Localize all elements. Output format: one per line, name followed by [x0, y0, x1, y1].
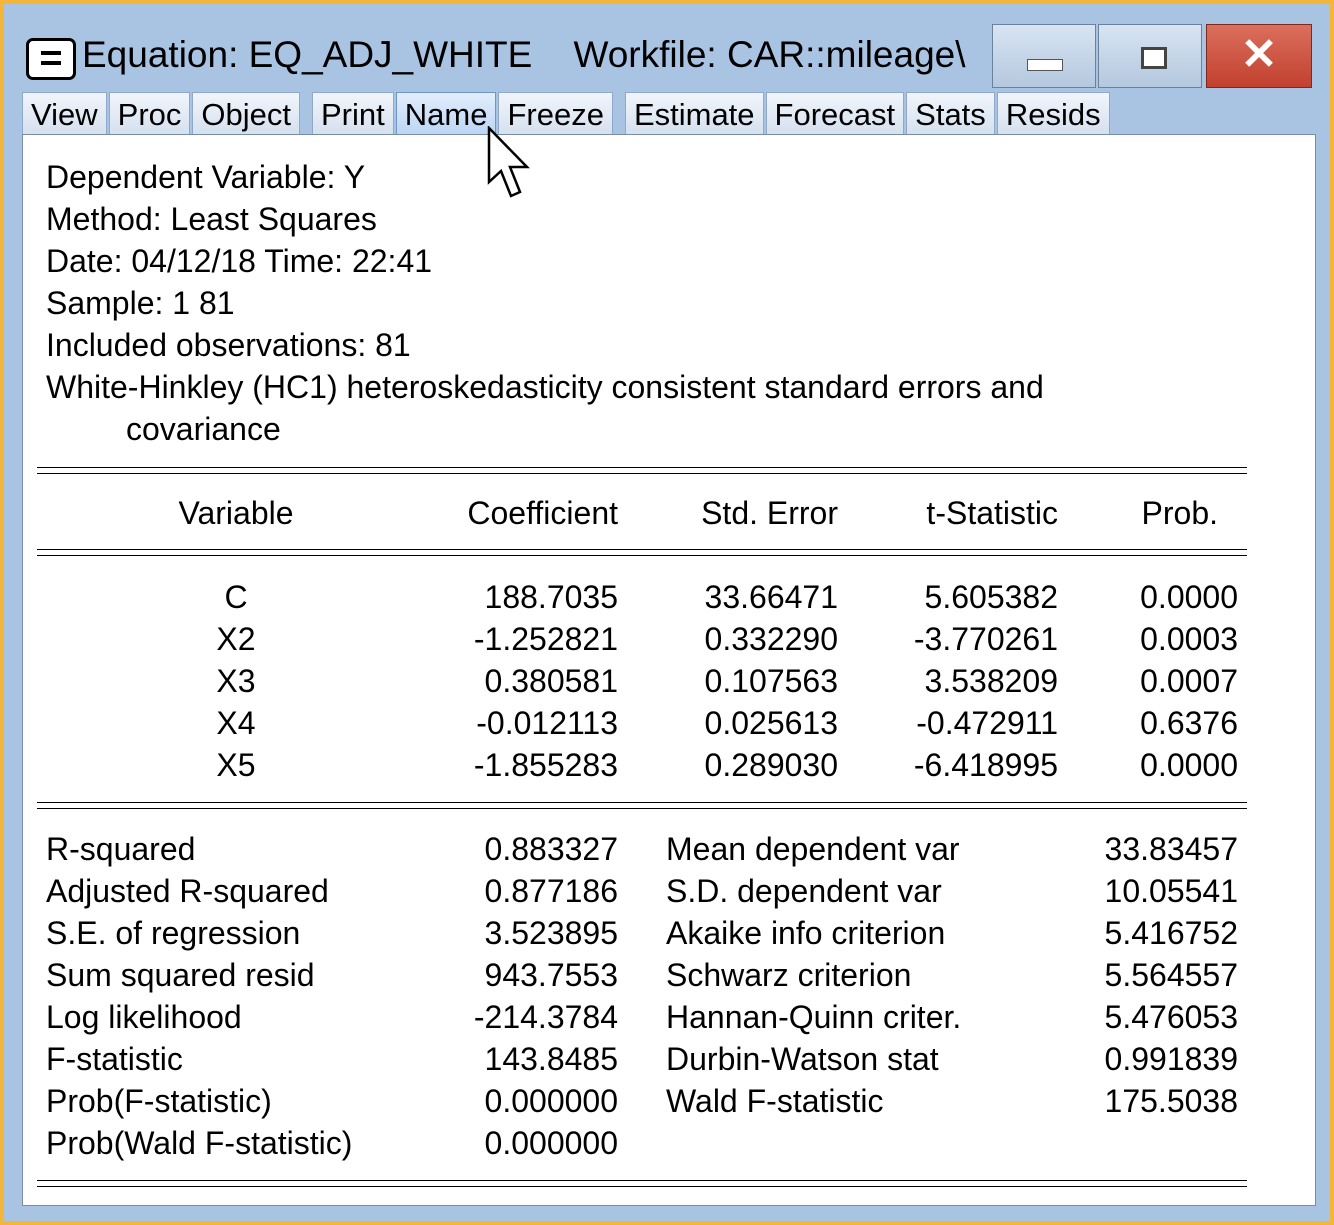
row-c-t-statistic: 5.605382: [924, 579, 1058, 615]
stat-label: Wald F-statistic: [666, 1083, 884, 1119]
row-x2-prob: 0.0003: [1140, 621, 1238, 657]
stat-label: F-statistic: [46, 1041, 183, 1077]
menu-proc[interactable]: Proc: [109, 92, 191, 134]
col-prob: Prob.: [1141, 495, 1218, 531]
row-x2-coefficient: -1.252821: [473, 621, 618, 657]
toolbar: [22, 92, 1112, 134]
stat-value: 33.83457: [1104, 831, 1238, 867]
stat-label: Hannan-Quinn criter.: [666, 999, 962, 1035]
row-x4-t-statistic: -0.472911: [916, 705, 1058, 741]
stat-label: Prob(F-statistic): [46, 1083, 272, 1119]
stat-label: Mean dependent var: [666, 831, 960, 867]
stat-label: Durbin-Watson stat: [666, 1041, 939, 1077]
stat-label: R-squared: [46, 831, 196, 867]
minimize-icon: [1027, 59, 1063, 71]
stat-value: 10.05541: [1104, 873, 1238, 909]
divider: [37, 467, 1247, 474]
row-x3-variable: X3: [216, 663, 256, 699]
close-icon: ✕: [1240, 30, 1278, 79]
row-x3-prob: 0.0007: [1140, 663, 1238, 699]
stat-value: 5.416752: [1104, 915, 1238, 951]
row-x5-variable: X5: [216, 747, 256, 783]
maximize-button[interactable]: [1098, 24, 1202, 88]
row-x2-variable: X2: [216, 621, 256, 657]
divider: [37, 549, 1247, 556]
stat-value: 0.877186: [484, 873, 618, 909]
row-x5-prob: 0.0000: [1140, 747, 1238, 783]
col-std-error: Std. Error: [701, 495, 838, 531]
covariance-note: White-Hinkley (HC1) heteroskedasticity consistent standard errors and: [46, 369, 1044, 405]
stat-label: S.E. of regression: [46, 915, 301, 951]
col-coefficient: Coefficient: [467, 495, 618, 531]
menu-name[interactable]: Name: [396, 92, 497, 134]
stat-label: Akaike info criterion: [666, 915, 946, 951]
row-x5-t-statistic: -6.418995: [913, 747, 1058, 783]
method: Method: Least Squares: [46, 201, 377, 237]
menu-object[interactable]: Object: [192, 92, 300, 134]
close-button[interactable]: [1206, 24, 1312, 88]
row-x4-std-error: 0.025613: [704, 705, 838, 741]
menu-print[interactable]: Print: [312, 92, 394, 134]
stat-value: 0.991839: [1104, 1041, 1238, 1077]
title-bar[interactable]: [4, 4, 1330, 92]
stat-value: 3.523895: [484, 915, 618, 951]
divider: [37, 1180, 1247, 1187]
maximize-icon: [1141, 47, 1167, 69]
included-observations: Included observations: 81: [46, 327, 411, 363]
row-x4-prob: 0.6376: [1140, 705, 1238, 741]
divider: [37, 802, 1247, 809]
row-x4-coefficient: -0.012113: [476, 705, 618, 741]
row-c-variable: C: [224, 579, 248, 615]
dependent-variable: Dependent Variable: Y: [46, 159, 366, 195]
row-x2-t-statistic: -3.770261: [913, 621, 1058, 657]
stat-value: 143.8485: [484, 1041, 618, 1077]
stat-label: Log likelihood: [46, 999, 242, 1035]
stat-value: 5.476053: [1104, 999, 1238, 1035]
stat-label: S.D. dependent var: [666, 873, 942, 909]
row-x3-std-error: 0.107563: [704, 663, 838, 699]
stat-label: Prob(Wald F-statistic): [46, 1125, 353, 1161]
menu-stats[interactable]: Stats: [906, 92, 995, 134]
mouse-pointer-icon: [487, 126, 537, 204]
stat-value: 5.564557: [1104, 957, 1238, 993]
stat-value: 0.000000: [484, 1125, 618, 1161]
stat-label: Adjusted R-squared: [46, 873, 329, 909]
row-c-prob: 0.0000: [1140, 579, 1238, 615]
menu-freeze[interactable]: Freeze: [498, 92, 612, 134]
minimize-button[interactable]: [992, 24, 1096, 88]
sample: Sample: 1 81: [46, 285, 235, 321]
covariance-note-cont: covariance: [126, 411, 281, 447]
menu-view[interactable]: View: [22, 92, 107, 134]
window-title: Equation: EQ_ADJ_WHITE Workfile: CAR::mileage\: [82, 34, 966, 75]
stat-label: Schwarz criterion: [666, 957, 912, 993]
row-c-std-error: 33.66471: [704, 579, 838, 615]
row-x5-std-error: 0.289030: [704, 747, 838, 783]
stat-value: 0.883327: [484, 831, 618, 867]
stat-value: -214.3784: [473, 999, 618, 1035]
col-t-statistic: t-Statistic: [926, 495, 1058, 531]
row-x4-variable: X4: [216, 705, 256, 741]
menu-resids[interactable]: Resids: [997, 92, 1110, 134]
system-menu-icon[interactable]: [26, 38, 76, 80]
date-time: Date: 04/12/18 Time: 22:41: [46, 243, 433, 279]
stat-value: 943.7553: [484, 957, 618, 993]
row-x5-coefficient: -1.855283: [473, 747, 618, 783]
stat-label: Sum squared resid: [46, 957, 315, 993]
stat-value: 175.5038: [1104, 1083, 1238, 1119]
row-x3-t-statistic: 3.538209: [924, 663, 1058, 699]
col-variable: Variable: [178, 495, 294, 531]
menu-forecast[interactable]: Forecast: [766, 92, 905, 134]
row-c-coefficient: 188.7035: [484, 579, 618, 615]
row-x2-std-error: 0.332290: [704, 621, 838, 657]
row-x3-coefficient: 0.380581: [484, 663, 618, 699]
output-pane[interactable]: [22, 134, 1316, 1206]
menu-estimate[interactable]: Estimate: [625, 92, 764, 134]
stat-value: 0.000000: [484, 1083, 618, 1119]
